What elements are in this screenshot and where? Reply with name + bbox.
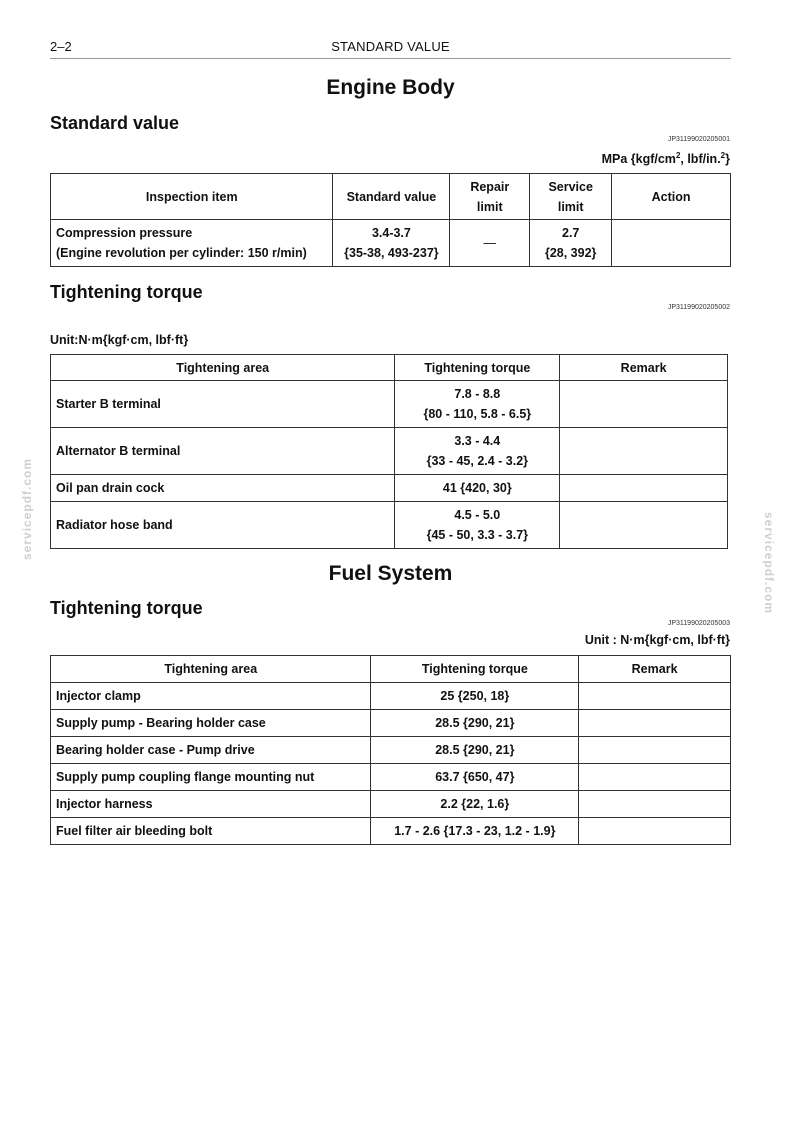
remark-cell: [579, 737, 731, 764]
table-row: [51, 381, 728, 428]
column-header: Remark: [579, 656, 731, 683]
remark-cell: [579, 683, 731, 710]
chapter-title-fuel-system: Fuel System: [328, 562, 453, 585]
table-row: [51, 683, 731, 710]
engine-torque-table: [50, 354, 728, 549]
remark-cell: [579, 710, 731, 737]
area-cell: Fuel filter air bleeding bolt: [51, 818, 371, 845]
area-cell: Bearing holder case - Pump drive: [51, 737, 371, 764]
torque-cell: 4.5 - 5.0 {45 - 50, 3.3 - 3.7}: [395, 502, 560, 549]
column-header: Remark: [560, 355, 728, 381]
chapter-title-engine-body: Engine Body: [326, 76, 455, 99]
section-code: JP31199020205002: [667, 304, 730, 311]
table-row: [51, 818, 731, 845]
table-row: [51, 737, 731, 764]
area-cell: Injector harness: [51, 791, 371, 818]
unit-label: Unit : N·m{kgf·cm, lbf·ft}: [584, 633, 730, 647]
table-row: [51, 764, 731, 791]
remark-cell: [560, 475, 728, 502]
table-header-row: [51, 656, 731, 683]
section-title-tightening-torque: Tightening torque: [50, 282, 203, 302]
service-limit-cell: 2.7 {28, 392}: [530, 220, 612, 267]
remark-cell: [560, 381, 728, 428]
action-cell: [612, 220, 731, 267]
torque-cell: 63.7 {650, 47}: [371, 764, 579, 791]
standard-value-table: [50, 173, 731, 267]
torque-cell: 1.7 - 2.6 {17.3 - 23, 1.2 - 1.9}: [371, 818, 579, 845]
torque-cell: 3.3 - 4.4 {33 - 45, 2.4 - 3.2}: [395, 428, 560, 475]
column-header: Service limit: [530, 174, 612, 220]
column-header: Action: [612, 174, 731, 220]
section-title-tightening-torque: Tightening torque: [50, 598, 203, 618]
column-header: Standard value: [333, 174, 450, 220]
column-header: Tightening area: [51, 355, 395, 381]
header-title: STANDARD VALUE: [331, 39, 450, 54]
section-code: JP31199020205003: [667, 620, 730, 627]
column-header: Tightening torque: [395, 355, 560, 381]
area-cell: Alternator B terminal: [51, 428, 395, 475]
area-cell: Radiator hose band: [51, 502, 395, 549]
area-cell: Supply pump - Bearing holder case: [51, 710, 371, 737]
watermark-right: servicepdf.com: [762, 512, 776, 615]
torque-cell: 28.5 {290, 21}: [371, 710, 579, 737]
column-header: Tightening torque: [371, 656, 579, 683]
inspection-item-cell: Compression pressure (Engine revolution per cylinder: 150 r/min): [51, 220, 333, 267]
remark-cell: [560, 428, 728, 475]
area-cell: Injector clamp: [51, 683, 371, 710]
remark-cell: [579, 818, 731, 845]
table-header-row: [51, 355, 728, 381]
area-cell: Starter B terminal: [51, 381, 395, 428]
area-cell: Supply pump coupling flange mounting nut: [51, 764, 371, 791]
section-code: JP31199020205001: [667, 136, 730, 143]
watermark-left: servicepdf.com: [20, 457, 34, 560]
column-header: Tightening area: [51, 656, 371, 683]
table-row: [51, 791, 731, 818]
fuel-torque-table: [50, 655, 731, 845]
table-row: [51, 475, 728, 502]
repair-limit-cell: —: [450, 220, 530, 267]
table-row: [51, 220, 731, 267]
remark-cell: [579, 764, 731, 791]
area-cell: Oil pan drain cock: [51, 475, 395, 502]
table-header-row: [51, 174, 731, 220]
standard-value-cell: 3.4-3.7 {35-38, 493-237}: [333, 220, 450, 267]
torque-cell: 28.5 {290, 21}: [371, 737, 579, 764]
table-row: [51, 710, 731, 737]
remark-cell: [560, 502, 728, 549]
page-header: [50, 36, 731, 59]
torque-cell: 25 {250, 18}: [371, 683, 579, 710]
table-row: [51, 428, 728, 475]
torque-cell: 41 {420, 30}: [395, 475, 560, 502]
section-title-standard-value: Standard value: [50, 113, 180, 133]
unit-label: Unit:N·m{kgf·cm, lbf·ft}: [50, 333, 189, 347]
unit-label: MPa {$kgf/cm^2$, lbf/in.$^2$}: [601, 151, 730, 167]
torque-cell: 7.8 - 8.8 {80 - 110, 5.8 - 6.5}: [395, 381, 560, 428]
column-header: Repair limit: [450, 174, 530, 220]
remark-cell: [579, 791, 731, 818]
table-row: [51, 502, 728, 549]
page-number: 2–2: [50, 39, 72, 54]
torque-cell: 2.2 {22, 1.6}: [371, 791, 579, 818]
column-header: Inspection item: [51, 174, 333, 220]
